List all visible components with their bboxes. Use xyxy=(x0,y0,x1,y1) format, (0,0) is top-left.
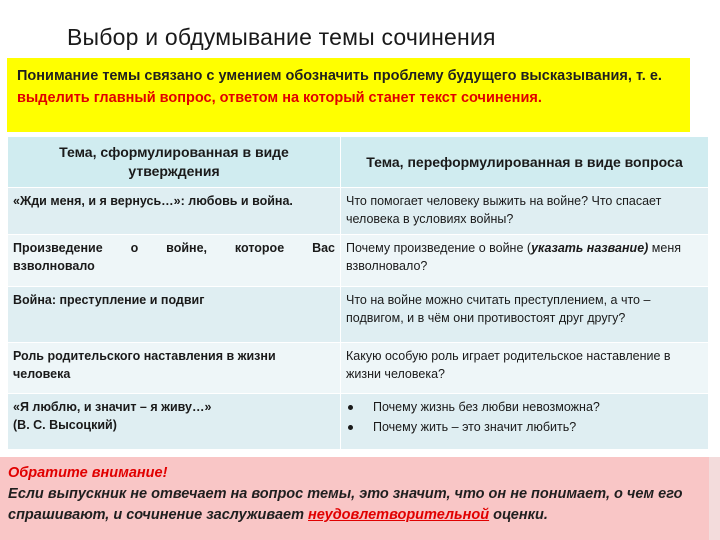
note-edge xyxy=(709,457,720,540)
topics-table xyxy=(7,136,709,450)
statement-line: Произведение о войне, которое Вас xyxy=(13,241,335,255)
table-row xyxy=(8,235,709,287)
header-statement: Тема, сформулированная в виде утверждения xyxy=(8,137,341,188)
statement-line: (В. С. Высоцкий) xyxy=(13,418,117,432)
bullet-text: Почему жить – это значит любить? xyxy=(373,420,577,434)
question-cell: Что на войне можно считать преступлением, а что – подвигом, и в чём они противостоят друг другу? xyxy=(341,287,709,343)
statement-cell: «Жди меня, и я вернусь…»: любовь и война. xyxy=(8,188,341,235)
table-row xyxy=(8,287,709,343)
question-text: меня взволновало? xyxy=(346,241,682,273)
question-emphasis: указать название) xyxy=(531,241,649,255)
question-cell xyxy=(341,394,709,450)
bullet-text: Почему жизнь без любви невозможна? xyxy=(373,400,600,414)
note-text: Если выпускник не отвечает на вопрос темы, это значит, что он не понимает, о чем его спрашивают, и сочинение заслуживает xyxy=(8,486,683,523)
bullet-icon xyxy=(348,405,353,410)
slide-title: Выбор и обдумывание темы сочинения xyxy=(67,24,496,50)
statement-cell xyxy=(8,235,341,287)
question-cell: Какую особую роль играет родительское наставление в жизни человека? xyxy=(341,343,709,394)
question-bullet-list xyxy=(346,398,703,436)
bullet-icon xyxy=(348,425,353,430)
intro-callout xyxy=(7,58,690,132)
table-header-row xyxy=(8,137,709,188)
table-row xyxy=(8,394,709,450)
question-cell: Что помогает человеку выжить на войне? Что спасает человека в условиях войны? xyxy=(341,188,709,235)
intro-text: Понимание темы связано с умением обозначить проблему будущего высказывания, т. е. xyxy=(17,68,662,84)
question-text: Почему произведение о войне ( xyxy=(346,241,532,255)
note-title: Обратите внимание! xyxy=(8,465,168,481)
table-row xyxy=(8,188,709,235)
statement-line: «Я люблю, и значит – я живу…» xyxy=(13,400,212,414)
note-callout xyxy=(0,457,709,540)
statement-line: взволновало xyxy=(13,259,95,273)
question-cell xyxy=(341,235,709,287)
list-item xyxy=(346,418,703,436)
table-row xyxy=(8,343,709,394)
list-item xyxy=(346,398,703,416)
intro-highlight-text: выделить главный вопрос, ответом на который станет текст сочинения. xyxy=(17,90,542,106)
header-question: Тема, переформулированная в виде вопроса xyxy=(341,137,709,188)
note-red-text: неудовлетворительной xyxy=(308,507,490,523)
note-tail: оценки. xyxy=(489,507,548,523)
statement-cell: Война: преступление и подвиг xyxy=(8,287,341,343)
statement-cell: Роль родительского наставления в жизни человека xyxy=(8,343,341,394)
statement-cell xyxy=(8,394,341,450)
